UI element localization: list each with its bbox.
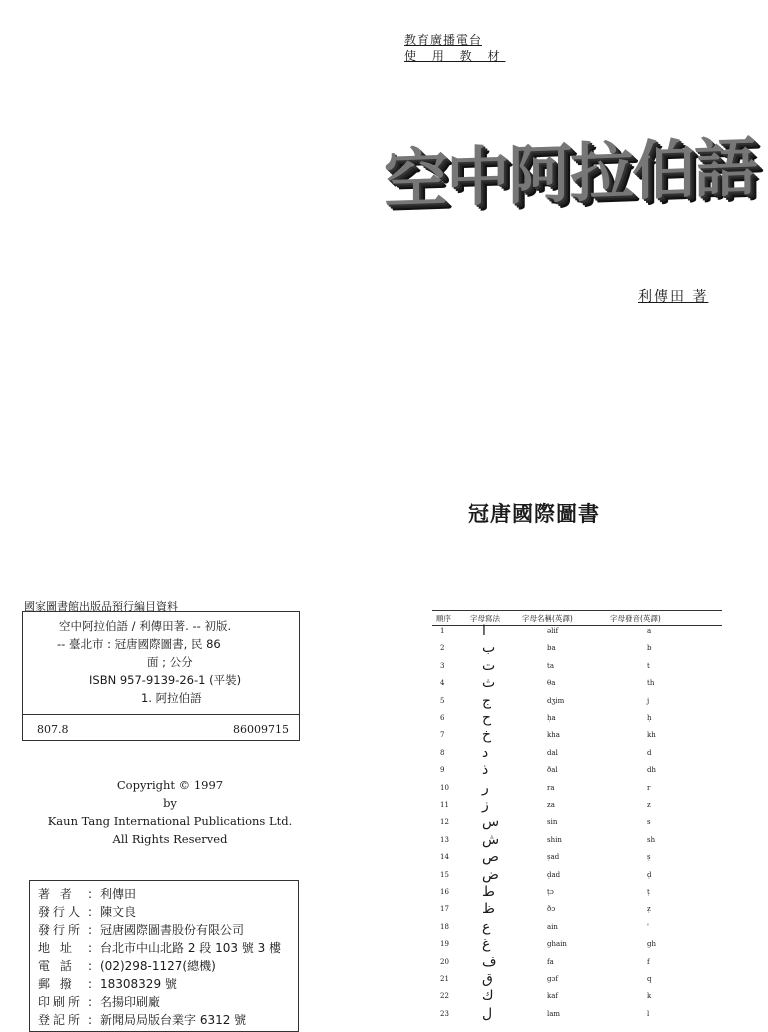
- info-colon: :: [88, 977, 93, 991]
- letter-name: kha: [547, 731, 560, 740]
- arabic-letter: ش: [482, 831, 500, 848]
- row-number: 16: [440, 888, 449, 896]
- letter-sound: ': [647, 922, 649, 931]
- cip-line-5: 1. 阿拉伯語: [141, 691, 202, 705]
- arabic-letter: ظ: [482, 901, 495, 918]
- info-key: 著 者: [38, 887, 75, 901]
- table-row: [432, 779, 722, 799]
- row-number: 3: [440, 661, 445, 670]
- row-number: 23: [440, 1009, 449, 1018]
- info-colon: :: [88, 923, 93, 937]
- info-colon: :: [88, 959, 93, 973]
- info-key: 發行人: [38, 905, 84, 919]
- table-row: [432, 729, 722, 746]
- info-row: [38, 903, 136, 921]
- row-number: 15: [440, 870, 449, 879]
- info-row: [38, 975, 177, 993]
- arabic-letter: ع: [482, 918, 491, 935]
- row-number: 2: [440, 644, 445, 653]
- cip-box: [22, 611, 300, 741]
- publication-info-box: [29, 880, 299, 1032]
- letter-name: shin: [547, 835, 562, 844]
- row-number: 6: [440, 714, 445, 722]
- row-number: 13: [440, 835, 449, 844]
- info-row: [38, 885, 136, 903]
- letter-sound: kh: [647, 731, 656, 740]
- copyright-line-3: Kaun Tang International Publications Ltd.: [47, 814, 293, 828]
- table-row: [432, 990, 722, 1007]
- arabic-letter: خ: [482, 727, 492, 744]
- info-colon: :: [88, 905, 93, 919]
- row-number: 18: [440, 922, 449, 931]
- letter-sound: ẓ: [647, 905, 651, 914]
- row-number: 20: [440, 957, 449, 966]
- letter-name: ḍad: [547, 870, 561, 879]
- letter-sound: ṭ: [647, 888, 650, 896]
- letter-name: ṭɔ: [547, 888, 554, 896]
- info-colon: :: [88, 941, 93, 955]
- book-title: 空中阿拉伯語: [384, 131, 756, 219]
- info-value: 18308329 號: [100, 977, 177, 991]
- arabic-letter: ث: [482, 675, 496, 692]
- letter-sound: sh: [647, 835, 656, 844]
- header-letter: 字母寫法: [470, 614, 500, 623]
- info-colon: :: [88, 995, 93, 1009]
- table-row: [432, 642, 722, 659]
- info-row: [38, 957, 216, 975]
- table-row: [432, 953, 722, 973]
- letter-name: sin: [547, 818, 558, 827]
- row-number: 9: [440, 766, 445, 775]
- cip-record-number: 86009715: [233, 723, 289, 736]
- row-number: 4: [440, 679, 445, 688]
- letter-sound: ṣ: [647, 853, 651, 862]
- arabic-letter: ب: [482, 640, 496, 657]
- info-value: 新聞局局版台業字 6312 號: [100, 1013, 247, 1027]
- header-sound: 字母發音(英譯): [610, 614, 661, 623]
- table-row: [432, 973, 722, 990]
- table-row: [432, 625, 722, 642]
- row-number: 1: [440, 627, 445, 635]
- letter-sound: t: [647, 661, 650, 670]
- table-row: [432, 799, 722, 816]
- info-row: [38, 921, 244, 939]
- copyright-line-4: All Rights Reserved: [112, 832, 228, 846]
- table-row: [432, 866, 722, 886]
- info-value: 利傳田: [100, 887, 137, 901]
- cip-line-4: ISBN 957-9139-26-1 (平裝): [89, 673, 242, 687]
- info-key: 電 話: [38, 959, 75, 973]
- info-key: 地 址: [38, 941, 75, 955]
- row-number: 7: [440, 731, 445, 740]
- copyright-block: [40, 776, 300, 848]
- info-value: 名揚印刷廠: [100, 995, 161, 1009]
- info-value: 陳文良: [100, 905, 137, 919]
- table-row: [432, 938, 722, 955]
- letter-sound: f: [647, 957, 650, 966]
- info-key: 印刷所: [38, 995, 84, 1009]
- letter-name: lam: [547, 1009, 561, 1018]
- row-number: 10: [440, 783, 449, 792]
- arabic-letter: ج: [482, 692, 492, 709]
- letter-name: ghain: [547, 940, 567, 949]
- letter-name: θa: [547, 679, 556, 688]
- info-row: [38, 1011, 246, 1029]
- letter-name: dal: [547, 748, 558, 757]
- info-row: [38, 993, 160, 1011]
- publisher-name: 冠唐國際圖書: [468, 502, 600, 526]
- arabic-letter: غ: [482, 936, 491, 953]
- arabic-letter: ص: [482, 849, 499, 866]
- arabic-letter: ز: [482, 797, 489, 813]
- table-row: [432, 886, 722, 903]
- table-row: [432, 1005, 722, 1025]
- table-row: [432, 816, 722, 833]
- arabic-letter: ا: [482, 623, 486, 639]
- letter-sound: l: [647, 1009, 650, 1018]
- letter-sound: dh: [647, 766, 656, 775]
- letter-sound: s: [647, 818, 651, 827]
- cip-record: [23, 612, 299, 715]
- cip-line-1: 空中阿拉伯語 / 利傳田著. -- 初版.: [59, 619, 232, 633]
- table-row: [432, 851, 722, 868]
- letter-sound: ḥ: [647, 714, 652, 722]
- table-header: [432, 610, 722, 626]
- table-row: [432, 831, 722, 851]
- table-row: [432, 764, 722, 781]
- letter-name: ṣad: [547, 853, 560, 862]
- table-row: [432, 744, 722, 764]
- arabic-letter: ح: [482, 710, 492, 726]
- row-number: 8: [440, 748, 445, 757]
- info-key: 郵 撥: [38, 977, 75, 991]
- letter-sound: r: [647, 783, 651, 792]
- letter-sound: a: [647, 627, 652, 635]
- letter-name: ba: [547, 644, 556, 653]
- row-number: 21: [440, 975, 449, 983]
- letter-sound: q: [647, 975, 652, 983]
- copyright-line-1: Copyright © 1997: [116, 778, 224, 792]
- info-key: 登記所: [38, 1013, 84, 1027]
- row-number: 11: [440, 801, 449, 809]
- letter-name: gɔf: [547, 975, 558, 983]
- letter-name: ðɔ: [547, 905, 556, 914]
- arabic-letter: ت: [482, 657, 496, 674]
- arabic-letter: ل: [482, 1005, 493, 1022]
- info-value: (02)298-1127(總機): [100, 959, 216, 973]
- info-value: 台北市中山北路 2 段 103 號 3 樓: [100, 941, 282, 955]
- arabic-letter: ذ: [482, 762, 489, 779]
- info-value: 冠唐國際圖書股份有限公司: [100, 923, 245, 937]
- header-line-1: 教育廣播電台: [404, 33, 483, 47]
- letter-sound: j: [647, 696, 650, 705]
- letter-name: ðal: [547, 766, 558, 775]
- letter-name: ain: [547, 922, 558, 931]
- letter-name: əlif: [547, 627, 559, 635]
- table-row: [432, 677, 722, 694]
- letter-name: fa: [547, 957, 554, 966]
- arabic-letter: ف: [482, 953, 497, 970]
- letter-sound: th: [647, 679, 655, 688]
- row-number: 5: [440, 696, 445, 705]
- letter-name: ta: [547, 661, 554, 670]
- copyright-line-2: by: [163, 796, 177, 810]
- letter-name: dʒim: [547, 696, 565, 705]
- row-number: 12: [440, 818, 449, 827]
- letter-sound: ḍ: [647, 870, 652, 879]
- letter-sound: z: [647, 801, 651, 809]
- info-row: [38, 939, 281, 957]
- author-credit: 利傳田 著: [638, 289, 709, 305]
- table-row: [432, 918, 722, 938]
- info-colon: :: [88, 1013, 93, 1027]
- row-number: 14: [440, 853, 449, 862]
- cip-line-3: 面 ; 公分: [147, 655, 193, 669]
- row-number: 22: [440, 992, 449, 1001]
- cip-class-number: 807.8: [37, 723, 69, 736]
- arabic-letter: ق: [482, 971, 493, 987]
- table-row: [432, 657, 722, 677]
- letter-name: ḥa: [547, 714, 556, 722]
- arabic-letter: ك: [482, 988, 494, 1005]
- row-number: 19: [440, 940, 449, 949]
- letter-sound: k: [647, 992, 652, 1001]
- arabic-letter: د: [482, 744, 489, 761]
- arabic-letter: ط: [482, 884, 495, 900]
- letter-sound: b: [647, 644, 652, 653]
- cip-line-2: -- 臺北市 : 冠唐國際圖書, 民 86: [57, 637, 221, 651]
- letter-name: kaf: [547, 992, 559, 1001]
- header-order: 順序: [436, 614, 451, 623]
- arabic-letter: س: [482, 814, 500, 831]
- info-key: 發行所: [38, 923, 84, 937]
- letter-name: za: [547, 801, 555, 809]
- row-number: 17: [440, 905, 449, 914]
- letter-sound: d: [647, 748, 652, 757]
- table-row: [432, 692, 722, 712]
- header-name: 字母名稱(英譯): [522, 614, 573, 623]
- header-line-2: 使 用 教 材: [404, 49, 506, 63]
- letter-sound: gh: [647, 940, 656, 949]
- info-colon: :: [88, 887, 93, 901]
- table-row: [432, 712, 722, 729]
- arabic-letter: ض: [482, 866, 499, 883]
- arabic-letter: ر: [482, 779, 489, 796]
- table-row: [432, 903, 722, 920]
- broadcast-header: [404, 32, 505, 64]
- letter-name: ra: [547, 783, 555, 792]
- cip-heading: 國家圖書館出版品預行編目資料: [24, 600, 178, 613]
